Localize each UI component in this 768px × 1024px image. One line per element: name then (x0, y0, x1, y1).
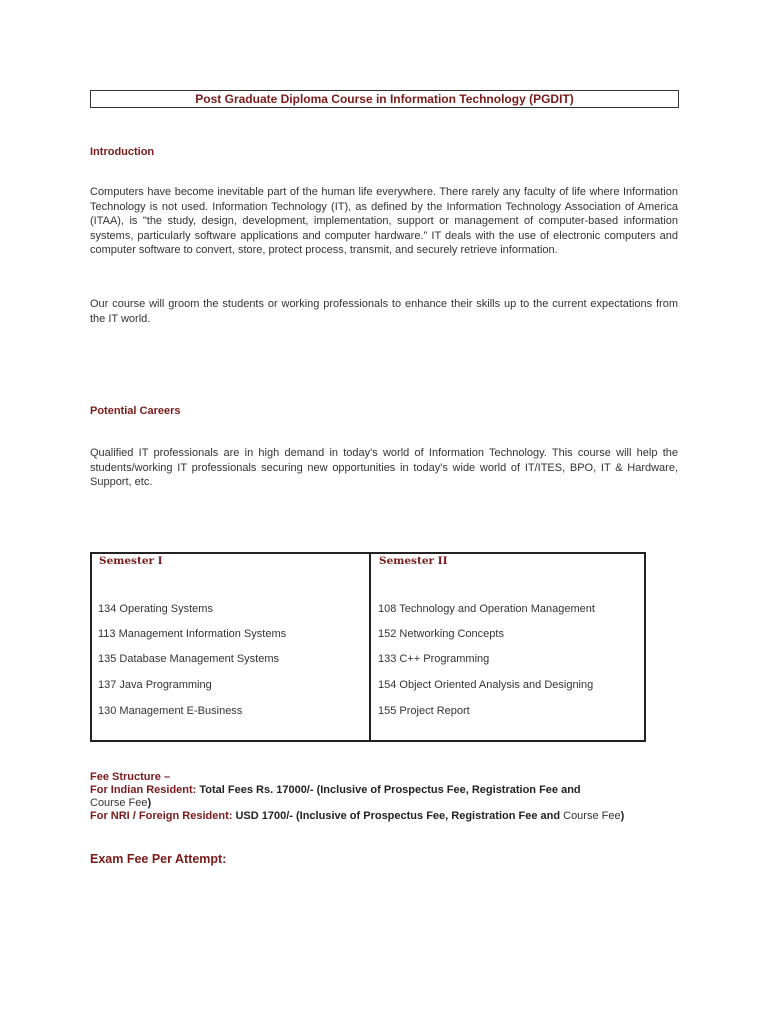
nri-inclusive-text: Inclusive of Prospectus Fee, Registration Fee and (299, 810, 561, 822)
nri-course-fee: Course Fee (560, 810, 621, 822)
course-paragraph: Our course will groom the students or working professionals to enhance their skills up to the current expectations from the IT world. (90, 298, 678, 325)
nri-resident-label: For NRI / Foreign Resident: (90, 810, 233, 822)
introduction-paragraph: Computers have become inevitable part of the human life everywhere. There rarely any faculty of life where Information Technology is not used. Information Technology (IT), as defined by the Information Technology Association of America (ITAA), is "the study, design, development, implementation, support or management of computer-based information systems, particularly software applications and computer hardware." IT deals with the use of electronic computers and computer software to convert, store, protect process, transmit, and securely retrieve information. (90, 186, 678, 256)
semester-table (90, 552, 646, 742)
fee-structure (90, 771, 680, 823)
semester-2-subject: 133 C++ Programming (378, 653, 490, 665)
indian-course-fee: Course Fee (90, 797, 148, 809)
careers-paragraph: Qualified IT professionals are in high demand in today's world of Information Technology. This course will help the students/working IT professionals securing new opportunities in today's wide world of IT/ITES, BPO, IT & Hardware, Support, etc. (90, 447, 678, 488)
nri-resident-fee (90, 810, 680, 823)
semester-2-subject: 155 Project Report (378, 705, 470, 717)
nri-resident-amount: USD 1700/- ( (232, 810, 300, 822)
introduction-heading: Introduction (90, 146, 155, 158)
indian-close: ) (147, 797, 152, 809)
indian-inclusive-text: Inclusive of Prospectus Fee, Registration Fee and (320, 784, 581, 796)
indian-resident-label: For Indian Resident: (90, 784, 197, 796)
exam-fee-heading: Exam Fee Per Attempt: (90, 852, 227, 866)
indian-resident-amount: Total Fees Rs. 17000/- ( (196, 784, 321, 796)
fee-structure-heading: Fee Structure – (90, 771, 171, 783)
semester-1-subject: 135 Database Management Systems (98, 653, 279, 665)
semester-2-subject: 152 Networking Concepts (378, 628, 504, 640)
semester-2-subject: 154 Object Oriented Analysis and Designing (378, 679, 594, 691)
semester-1-subject: 134 Operating Systems (98, 603, 213, 615)
semester-1-subject: 130 Management E-Business (98, 705, 243, 717)
nri-close: ) (620, 810, 625, 822)
semester-2-heading: Semester II (379, 555, 448, 567)
semester-1-subject: 137 Java Programming (98, 679, 212, 691)
semester-1-heading: Semester I (99, 555, 163, 567)
indian-resident-fee (90, 784, 680, 810)
careers-heading: Potential Careers (90, 405, 181, 417)
semester-2-subject: 108 Technology and Operation Management (378, 603, 595, 615)
column-divider (369, 554, 371, 740)
page-title: Post Graduate Diploma Course in Information Technology (PGDIT) (90, 90, 679, 108)
semester-1-subject: 113 Management Information Systems (98, 628, 287, 640)
